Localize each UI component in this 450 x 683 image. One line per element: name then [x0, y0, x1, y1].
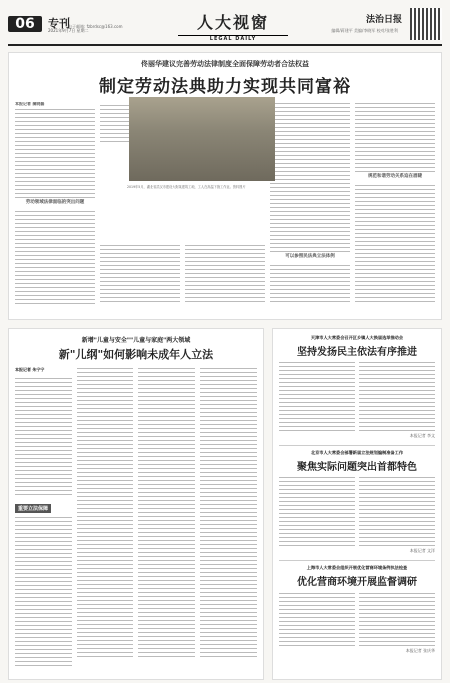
- child-law-article: [8, 328, 264, 680]
- column-title-en: LEGAL DAILY: [178, 35, 288, 42]
- right-kicker-3: 上海市人大常委会组织开展优化营商环境条例执法检查: [306, 565, 408, 570]
- right-column: [272, 328, 442, 680]
- child-col-3: [138, 367, 195, 667]
- column-title: [178, 10, 288, 42]
- right-headline-2: 聚焦实际问题突出首都特色: [296, 462, 417, 473]
- right-kicker-1: 天津市人大常委会召开区乡镇人大换届选举推动会: [310, 335, 404, 340]
- child-kicker: 新增"儿童与安全""儿童与家庭"两大领域: [81, 337, 191, 344]
- section-name: 专刊: [48, 17, 70, 30]
- child-section-label: 重要立法保障: [15, 504, 51, 513]
- child-col-4: [200, 367, 257, 667]
- right-kicker-2: 北京市人大常委会部署新届立法规划编制准备工作: [310, 450, 404, 455]
- page-number-badge: 06: [8, 16, 42, 32]
- editor-info: 编辑/蒋建平 美编/李晓军 校对/张胜利: [331, 28, 398, 33]
- child-col-2: [77, 367, 134, 667]
- right-article-3: [279, 565, 435, 654]
- column-title-cn: 人大视窗: [196, 13, 269, 32]
- right-signature-2: 本报记者 文洋: [409, 548, 435, 553]
- right-signature-3: 本报记者 张庆华: [405, 648, 435, 653]
- right-article-1: [279, 335, 435, 439]
- date-line: 2021年9月7日 星期二: [48, 28, 89, 33]
- lower-section: [8, 328, 442, 680]
- qr-code-icon: [410, 8, 442, 40]
- lead-col-1: [15, 102, 95, 307]
- lead-kicker: 佟丽华建议完善劳动法律制度全面保障劳动者合法权益: [141, 60, 309, 68]
- child-col-1: [15, 367, 72, 667]
- lead-col-5: [355, 102, 435, 307]
- newspaper-brand: 法治日报: [365, 15, 402, 25]
- lead-author: 本报记者 蒲晓磊: [15, 102, 45, 106]
- right-headline-3: 优化营商环境开展监督调研: [296, 577, 417, 588]
- lead-col-4: [270, 102, 350, 307]
- email-line: 电子邮箱: fzbrdsc@163.com: [68, 24, 123, 29]
- right-article-2: [279, 450, 435, 554]
- lead-headline: 制定劳动法典助力实现共同富裕: [99, 77, 351, 97]
- lead-subhead-3: 可以参照民法典立法体例: [285, 254, 335, 259]
- lead-photo: [129, 97, 275, 181]
- lead-article: [8, 52, 442, 320]
- lead-subhead-1: 劳动领域法律面临的突出问题: [25, 200, 85, 206]
- photo-caption: 2019年5月，湖北省武汉市建设大街某建筑工地，工人在高温下施工作业。资料图片: [127, 185, 246, 189]
- child-author: 本报记者 朱宁宁: [15, 367, 45, 372]
- right-headline-1: 坚持发扬民主依法有序推进: [296, 347, 417, 358]
- child-headline: 新"儿纲"如何影响未成年人立法: [58, 348, 214, 361]
- lead-subhead-2: 规范和谐劳动关系迫在眉睫: [368, 174, 422, 179]
- masthead: [8, 6, 442, 46]
- right-signature-1: 本报记者 李文: [409, 433, 435, 438]
